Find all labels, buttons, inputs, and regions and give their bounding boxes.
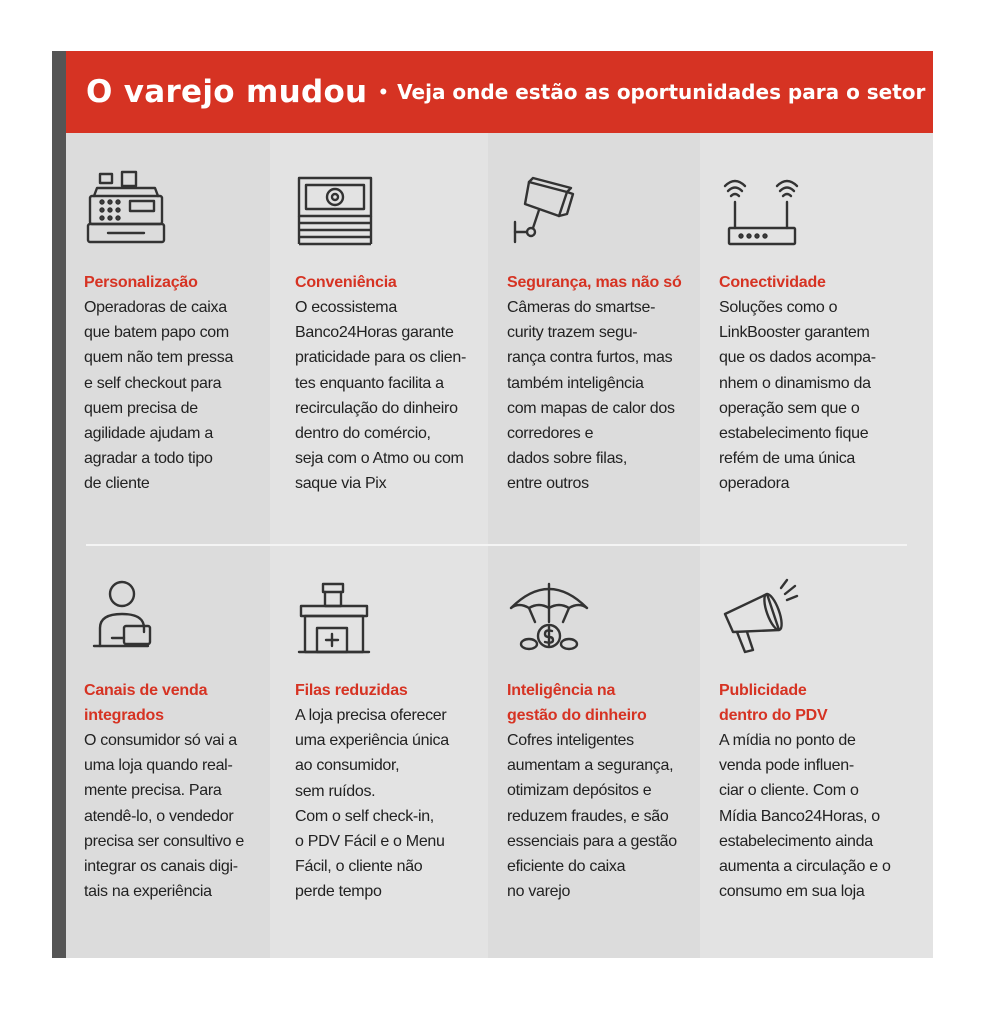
card-body-line: A mídia no ponto de — [719, 732, 856, 749]
card-body-line: dados sobre filas, — [507, 450, 628, 468]
card-title-line: dentro do PDV — [719, 707, 828, 724]
card-body-line: operação sem que o — [719, 399, 860, 417]
card-body-line: eficiente do caixa — [507, 858, 626, 876]
card-body — [295, 295, 505, 497]
card-body — [84, 728, 294, 904]
card-title — [295, 678, 505, 703]
security-camera-icon — [507, 168, 591, 252]
card-body-line: Com o self check-in, — [295, 807, 434, 825]
card-body-line: otimizam depósitos e — [507, 782, 652, 800]
card-title — [507, 270, 717, 295]
card-title — [719, 270, 929, 295]
card-canais-de-venda — [84, 576, 294, 904]
card-body-line: operadora — [719, 475, 790, 493]
card-filas-reduzidas — [295, 576, 505, 905]
card-body-line: uma experiência única — [295, 732, 449, 750]
card-title — [295, 270, 505, 295]
card-body-line: quem não tem pressa — [84, 349, 234, 367]
title-bullet: • — [379, 79, 388, 104]
card-body-line: também inteligência — [507, 374, 644, 392]
card-body-line: integrar os canais digi- — [84, 858, 238, 876]
card-body-line: A loja precisa oferecer — [295, 707, 447, 724]
card-body-line: com mapas de calor dos — [507, 399, 675, 417]
card-body-line: O consumidor só vai a — [84, 732, 237, 749]
card-body-line: estabelecimento ainda — [719, 832, 873, 850]
card-body-line: atendê-lo, o vendedor — [84, 807, 234, 825]
card-body-line: consumo em sua loja — [719, 883, 865, 901]
card-body-line: Mídia Banco24Horas, o — [719, 807, 880, 825]
card-body-line: estabelecimento fique — [719, 425, 869, 443]
card-body-line: aumentam a segurança, — [507, 757, 674, 775]
card-body-line: o PDV Fácil e o Menu — [295, 833, 445, 851]
card-title-line: Inteligência na — [507, 682, 616, 699]
card-body-line: aumenta a circulação e o — [719, 858, 891, 876]
cash-register-icon — [84, 168, 168, 252]
card-title-line: Filas reduzidas — [295, 682, 408, 699]
card-title-line: gestão do dinheiro — [507, 707, 647, 724]
page-subtitle: Veja onde estão as oportunidades para o setor — [397, 80, 926, 104]
card-body-line: perde tempo — [295, 883, 382, 901]
card-body-line: tais na experiência — [84, 883, 212, 901]
card-body-line: que batem papo com — [84, 324, 229, 342]
card-body-line: no varejo — [507, 883, 571, 901]
card-title — [719, 678, 929, 728]
card-body-line: Banco24Horas garante — [295, 324, 454, 342]
card-title-line: Publicidade — [719, 682, 807, 699]
card-body-line: LinkBooster garantem — [719, 324, 870, 342]
card-body — [295, 703, 505, 905]
card-body-line: quem precisa de — [84, 399, 198, 417]
card-body-line: sem ruídos. — [295, 782, 376, 800]
page-title: O varejo mudou — [86, 74, 368, 110]
card-body-line: curity trazem segu- — [507, 324, 638, 342]
card-body-line: Cofres inteligentes — [507, 732, 634, 749]
card-body — [719, 295, 929, 497]
card-body-line: Fácil, o cliente não — [295, 858, 423, 876]
card-body-line: agradar a todo tipo — [84, 450, 213, 468]
card-body-line: uma loja quando real- — [84, 757, 233, 775]
card-body-line: de cliente — [84, 475, 150, 493]
card-body-line: que os dados acompa- — [719, 349, 876, 367]
card-publicidade — [719, 576, 929, 904]
card-title-line: Canais de venda — [84, 682, 208, 699]
card-body-line: Soluções como o — [719, 299, 838, 316]
card-body-line: O ecossistema — [295, 299, 397, 316]
card-body-line: corredores e — [507, 425, 594, 443]
card-body-line: saque via Pix — [295, 475, 387, 493]
card-body-line: Câmeras do smartse- — [507, 299, 656, 316]
card-title — [507, 678, 717, 728]
card-title-line: Conectividade — [719, 274, 826, 291]
card-body — [507, 295, 717, 497]
card-body-line: rança contra furtos, mas — [507, 349, 673, 367]
card-body-line: precisa ser consultivo e — [84, 832, 244, 850]
card-title — [84, 678, 294, 728]
card-seguranca — [507, 168, 717, 497]
card-body-line: praticidade para os clien- — [295, 349, 466, 367]
card-body-line: Operadoras de caixa — [84, 299, 227, 316]
card-body — [719, 728, 929, 904]
person-laptop-icon — [84, 576, 168, 660]
row-divider — [86, 544, 907, 546]
card-body-line: nhem o dinamismo da — [719, 374, 871, 392]
pharmacy-store-icon — [295, 576, 379, 660]
card-conveniencia — [295, 168, 505, 497]
card-body-line: reduzem fraudes, e são — [507, 807, 669, 825]
card-title-line: Segurança, mas não só — [507, 274, 682, 291]
card-body-line: refém de uma única — [719, 450, 856, 468]
card-title — [84, 270, 294, 295]
card-conectividade — [719, 168, 929, 497]
card-title-line: Conveniência — [295, 274, 397, 291]
card-personalizacao — [84, 168, 294, 497]
card-body — [507, 728, 717, 904]
card-body — [84, 295, 294, 497]
card-body-line: e self checkout para — [84, 374, 222, 392]
umbrella-coins-icon — [507, 576, 591, 660]
card-body-line: essenciais para a gestão — [507, 832, 677, 850]
card-title-line: integrados — [84, 707, 164, 724]
left-accent-bar — [52, 51, 66, 958]
card-body-line: mente precisa. Para — [84, 782, 222, 800]
card-body-line: tes enquanto facilita a — [295, 374, 444, 392]
card-body-line: ciar o cliente. Com o — [719, 782, 859, 800]
card-inteligencia-dinheiro — [507, 576, 717, 904]
card-body-line: entre outros — [507, 475, 589, 493]
infographic-card — [52, 51, 933, 958]
megaphone-icon — [719, 576, 803, 660]
card-body-line: ao consumidor, — [295, 757, 400, 775]
card-body-line: seja com o Atmo ou com — [295, 450, 464, 468]
wifi-router-icon — [719, 168, 803, 252]
header-banner — [66, 51, 933, 133]
card-title-line: Personalização — [84, 274, 198, 291]
card-body-line: recirculação do dinheiro — [295, 399, 458, 417]
banknote-stack-icon — [295, 168, 379, 252]
card-body-line: dentro do comércio, — [295, 425, 431, 443]
card-body-line: venda pode influen- — [719, 757, 854, 775]
card-body-line: agilidade ajudam a — [84, 425, 213, 443]
